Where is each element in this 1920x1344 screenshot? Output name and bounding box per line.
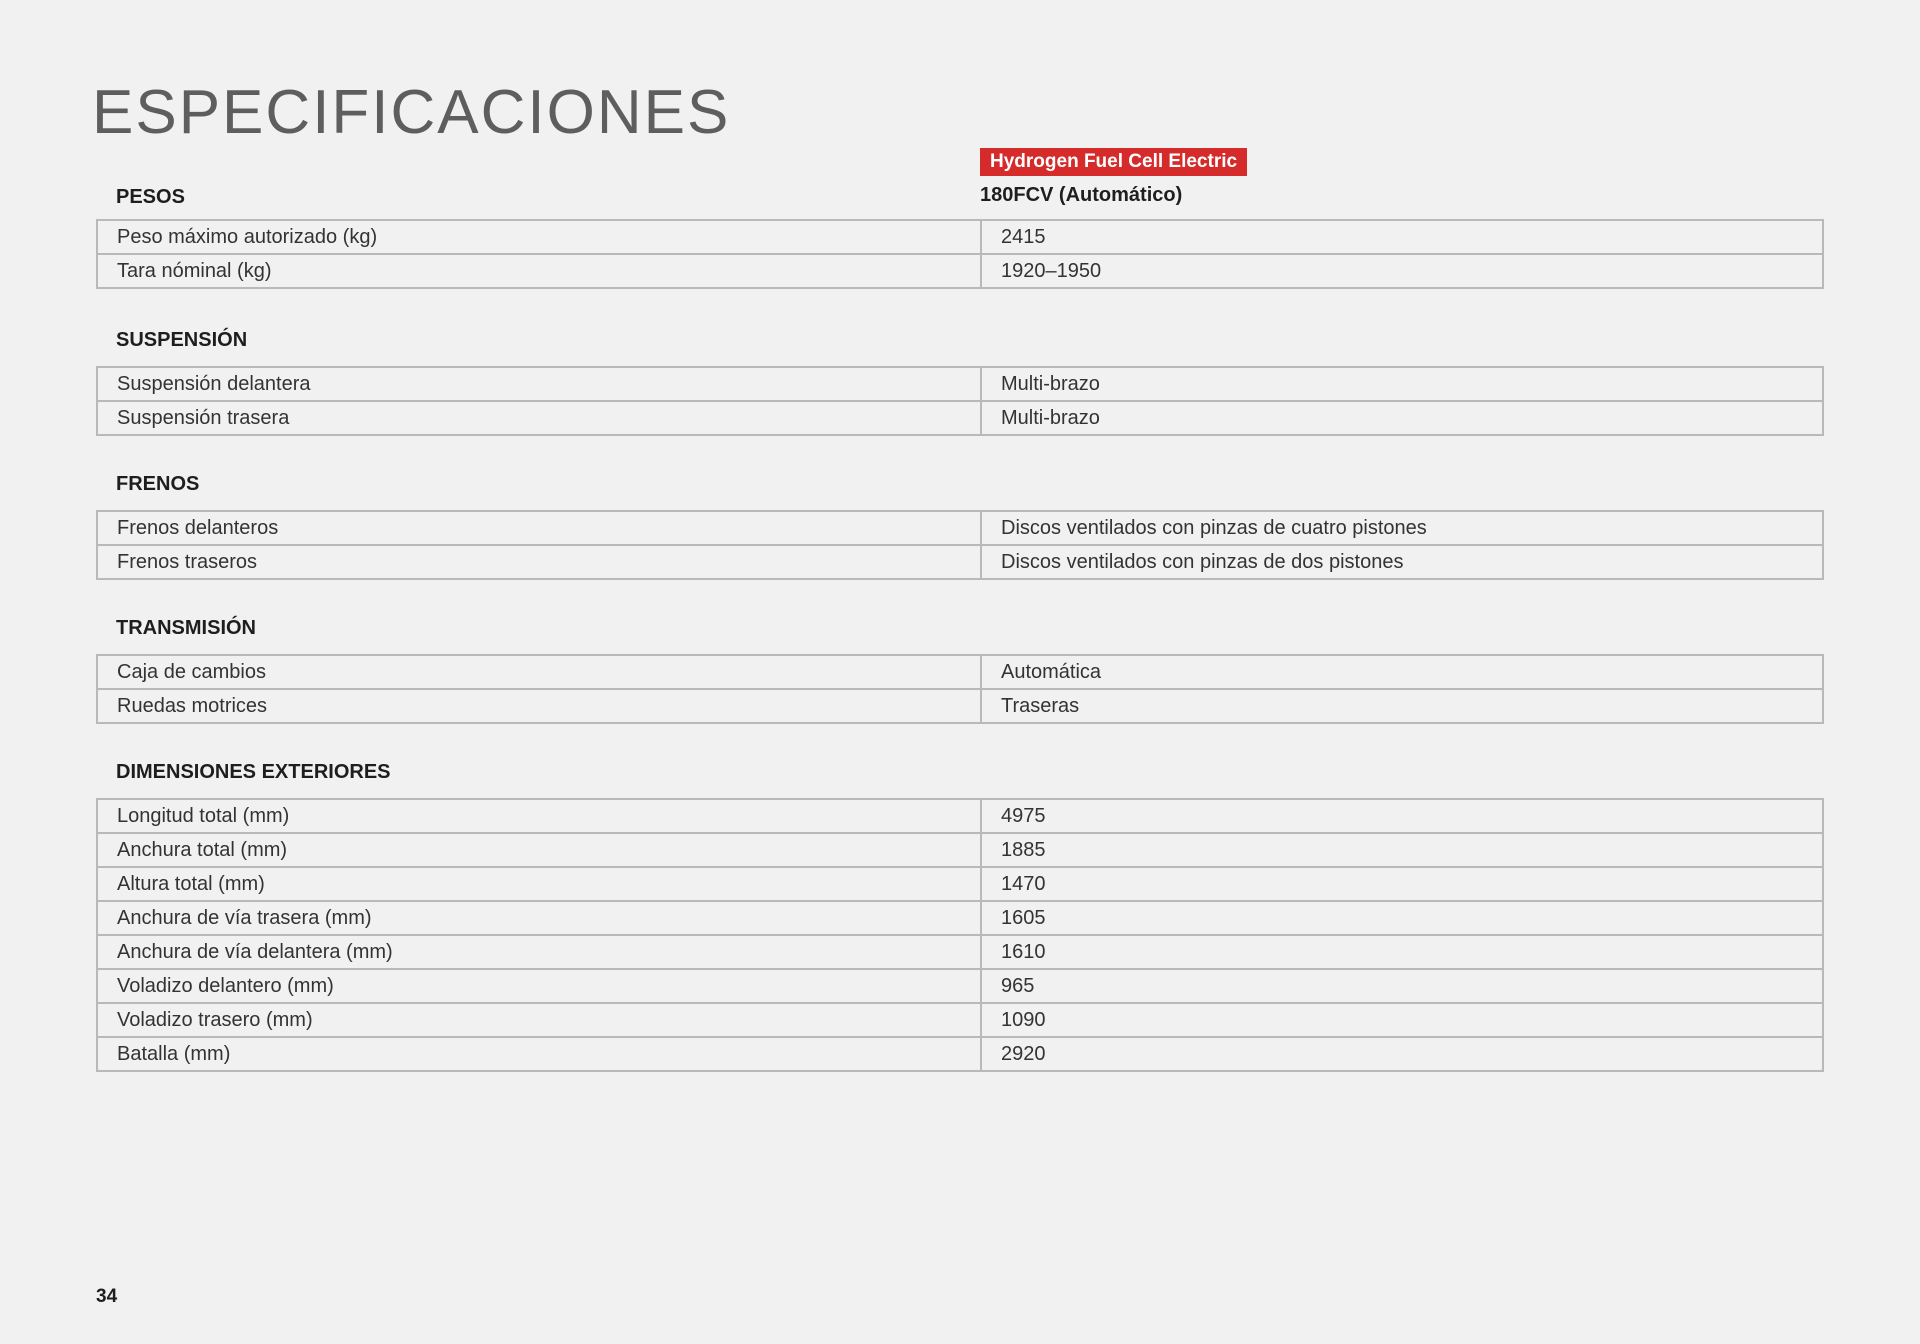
table-row — [97, 254, 1823, 288]
table-row — [97, 833, 1823, 867]
spec-label: Voladizo trasero (mm) — [97, 1003, 981, 1037]
section-title: TRANSMISIÓN — [116, 617, 256, 639]
spec-label: Ruedas motrices — [97, 689, 981, 723]
spec-table — [96, 366, 1824, 436]
spec-table — [96, 219, 1824, 289]
section-frenos — [96, 472, 1824, 580]
spec-table — [96, 654, 1824, 724]
section-dimensiones-exteriores — [96, 760, 1824, 1072]
spec-value: Discos ventilados con pinzas de cuatro pistones — [981, 511, 1823, 545]
spec-value: 1090 — [981, 1003, 1823, 1037]
table-row — [97, 689, 1823, 723]
spec-label: Anchura de vía trasera (mm) — [97, 901, 981, 935]
spec-value: 4975 — [981, 799, 1823, 833]
table-row — [97, 935, 1823, 969]
spec-value: 1470 — [981, 867, 1823, 901]
section-title: PESOS — [116, 186, 185, 208]
table-row — [97, 1003, 1823, 1037]
spec-label: Suspensión delantera — [97, 367, 981, 401]
section-title: DIMENSIONES EXTERIORES — [116, 761, 391, 783]
section-suspension — [96, 328, 1824, 436]
spec-value: 965 — [981, 969, 1823, 1003]
spec-value: Discos ventilados con pinzas de dos pistones — [981, 545, 1823, 579]
spec-label: Batalla (mm) — [97, 1037, 981, 1071]
spec-label: Longitud total (mm) — [97, 799, 981, 833]
spec-value: 1885 — [981, 833, 1823, 867]
table-row — [97, 655, 1823, 689]
spec-label: Frenos delanteros — [97, 511, 981, 545]
spec-label: Caja de cambios — [97, 655, 981, 689]
table-row — [97, 401, 1823, 435]
page-number: 34 — [96, 1286, 118, 1307]
spec-table — [96, 510, 1824, 580]
spec-table — [96, 798, 1824, 1072]
spec-label: Tara nóminal (kg) — [97, 254, 981, 288]
table-row — [97, 867, 1823, 901]
spec-label: Anchura total (mm) — [97, 833, 981, 867]
spec-label: Frenos traseros — [97, 545, 981, 579]
spec-value: Multi-brazo — [981, 401, 1823, 435]
table-row — [97, 901, 1823, 935]
section-title: SUSPENSIÓN — [116, 329, 248, 351]
spec-label: Altura total (mm) — [97, 867, 981, 901]
section-title: FRENOS — [116, 473, 200, 495]
section-transmision — [96, 616, 1824, 724]
table-row — [97, 367, 1823, 401]
spec-label: Suspensión trasera — [97, 401, 981, 435]
spec-value: Multi-brazo — [981, 367, 1823, 401]
powertrain-badge: Hydrogen Fuel Cell Electric — [980, 148, 1247, 176]
spec-label: Voladizo delantero (mm) — [97, 969, 981, 1003]
table-row — [97, 969, 1823, 1003]
spec-value: 2920 — [981, 1037, 1823, 1071]
spec-value: 1610 — [981, 935, 1823, 969]
table-row — [97, 220, 1823, 254]
spec-label: Anchura de vía delantera (mm) — [97, 935, 981, 969]
model-name: 180FCV (Automático) — [980, 184, 1183, 206]
table-row — [97, 545, 1823, 579]
spec-value: Automática — [981, 655, 1823, 689]
table-row — [97, 799, 1823, 833]
spec-value: 1920–1950 — [981, 254, 1823, 288]
spec-value: 1605 — [981, 901, 1823, 935]
section-pesos — [96, 185, 1824, 289]
spec-label: Peso máximo autorizado (kg) — [97, 220, 981, 254]
table-row — [97, 511, 1823, 545]
spec-value: 2415 — [981, 220, 1823, 254]
spec-value: Traseras — [981, 689, 1823, 723]
page-title: ESPECIFICACIONES — [92, 78, 731, 147]
table-row — [97, 1037, 1823, 1071]
